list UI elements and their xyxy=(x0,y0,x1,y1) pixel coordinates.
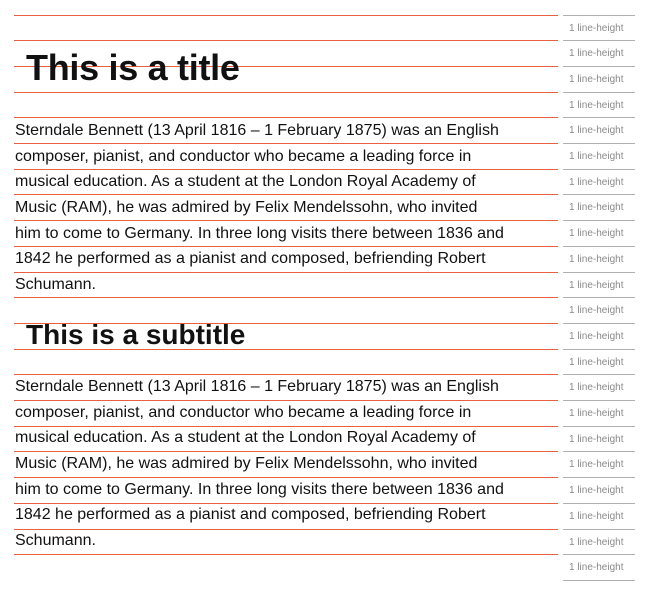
paragraph-line: musical education. As a student at the London Royal Academy of xyxy=(15,429,476,447)
baseline-rule xyxy=(14,554,558,555)
line-height-label: 1 line-height xyxy=(563,66,635,92)
paragraph-line: musical education. As a student at the London Royal Academy of xyxy=(15,173,476,191)
paragraph-line: 1842 he performed as a pianist and composed, befriending Robert xyxy=(15,506,486,524)
paragraph-line: composer, pianist, and conductor who became a leading force in xyxy=(15,403,472,421)
line-height-label: 1 line-height xyxy=(563,477,635,503)
line-height-label: 1 line-height xyxy=(563,169,635,195)
line-height-label: 1 line-height xyxy=(563,323,635,349)
line-height-label: 1 line-height xyxy=(563,426,635,452)
line-height-label: 1 line-height xyxy=(563,503,635,529)
body-paragraph-2 xyxy=(15,374,560,554)
paragraph-line: Sterndale Bennett (13 April 1816 – 1 February 1875) was an English xyxy=(15,378,499,395)
page-subtitle: This is a subtitle xyxy=(26,319,246,350)
line-height-label: 1 line-height xyxy=(563,143,635,169)
line-height-label: 1 line-height xyxy=(563,117,635,143)
line-height-label: 1 line-height xyxy=(563,272,635,298)
line-height-label: 1 line-height xyxy=(563,297,635,323)
baseline-rule xyxy=(14,15,558,16)
line-height-label: 1 line-height xyxy=(563,349,635,375)
paragraph-line: Music (RAM), he was admired by Felix Mendelssohn, who invited xyxy=(15,199,478,217)
paragraph-line: him to come to Germany. In three long visits there between 1836 and xyxy=(15,480,504,498)
body-paragraph-1 xyxy=(15,118,560,298)
paragraph-line: Music (RAM), he was admired by Felix Mendelssohn, who invited xyxy=(15,455,478,473)
line-height-label: 1 line-height xyxy=(563,220,635,246)
line-height-label: 1 line-height xyxy=(563,246,635,272)
paragraph-line: Sterndale Bennett (13 April 1816 – 1 February 1875) was an English xyxy=(15,122,499,139)
line-height-label: 1 line-height xyxy=(563,194,635,220)
paragraph-line: him to come to Germany. In three long visits there between 1836 and xyxy=(15,224,504,242)
ruler-end-rule xyxy=(563,580,635,581)
line-height-label: 1 line-height xyxy=(563,554,635,580)
paragraph-line: Schumann. xyxy=(15,532,96,550)
line-height-label: 1 line-height xyxy=(563,15,635,41)
line-height-label: 1 line-height xyxy=(563,451,635,477)
paragraph-line: Schumann. xyxy=(15,276,96,294)
line-height-label: 1 line-height xyxy=(563,400,635,426)
line-height-label: 1 line-height xyxy=(563,529,635,555)
page-title: This is a title xyxy=(26,47,240,88)
line-height-label: 1 line-height xyxy=(563,92,635,118)
line-height-label: 1 line-height xyxy=(563,40,635,66)
paragraph-line: 1842 he performed as a pianist and composed, befriending Robert xyxy=(15,250,486,268)
line-height-label: 1 line-height xyxy=(563,374,635,400)
paragraph-line: composer, pianist, and conductor who became a leading force in xyxy=(15,147,472,165)
